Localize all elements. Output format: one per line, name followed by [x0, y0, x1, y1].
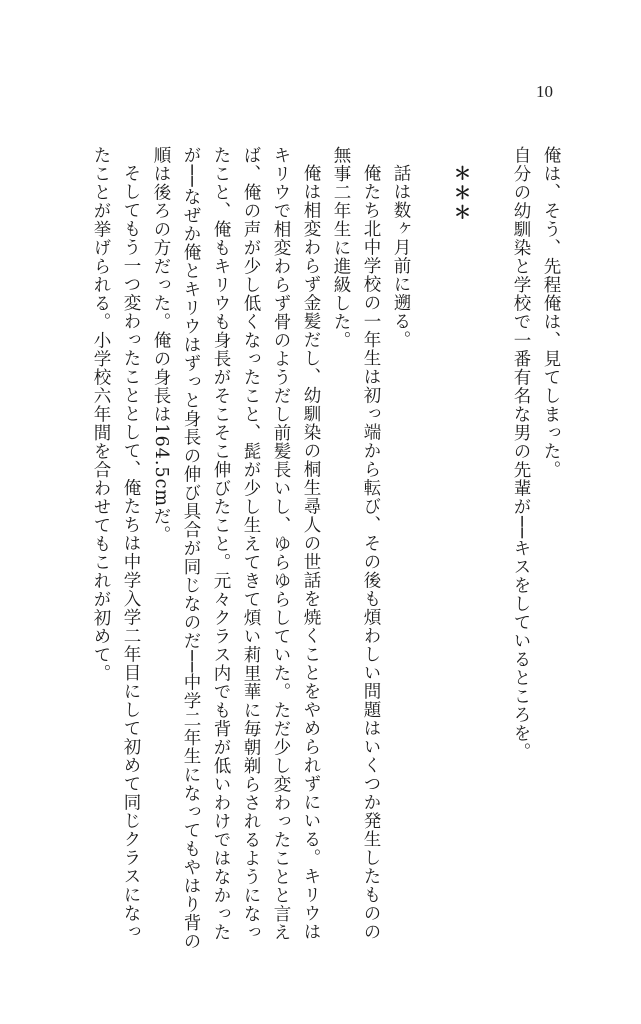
- blank-line-1: [476, 146, 506, 956]
- paragraph-5: 俺は相変わらず金髪だし、幼馴染の桐生尋人の世話を焼くことをやめられずにいる。キリウはキリウで相変わらず骨のようだし前髪長いし、ゆらゆらしていた。ただ少し変わったことと言えば、俺の声が少し低くなったこと、髭が少し生えてきて煩い莉里華に毎朝剃らされるようになったこと、俺もキリウも身長がそこそこ伸びたこと。元々クラス内でも背が低いわけではなかったが──なぜか俺とキリウはずっと身長の伸び具合が同じなのだ──中学二年生になってもやはり背の順は後ろの方だった。俺の身長は164.5cmだ。: [151, 146, 321, 951]
- scene-break-asterisks: ＊＊＊: [451, 163, 471, 222]
- paragraph-6: そしてもう一つ変わったこととして、俺たちは中学入学二年目にして初めて同じクラスになったことが挙げられる。小学校六年間を合わせてもこれが初めて。: [91, 146, 141, 941]
- paragraph-1: 俺は、そう、先程俺は、見てしまった。: [541, 146, 561, 479]
- paragraph-2: 自分の幼馴染と学校で一番有名な男の先輩が──キスをしているところを。: [511, 146, 531, 762]
- paragraph-3: 話は数ヶ月前に遡る。: [391, 163, 411, 349]
- page-number: 10: [536, 82, 553, 101]
- paragraph-4: 俺たち北中学校の一年生は初っ端から転び、その後も煩わしい問題はいくつか発生したものの無事二年生に進級した。: [331, 146, 381, 941]
- vertical-text-body: [86, 146, 566, 956]
- blank-line-2: [416, 146, 446, 956]
